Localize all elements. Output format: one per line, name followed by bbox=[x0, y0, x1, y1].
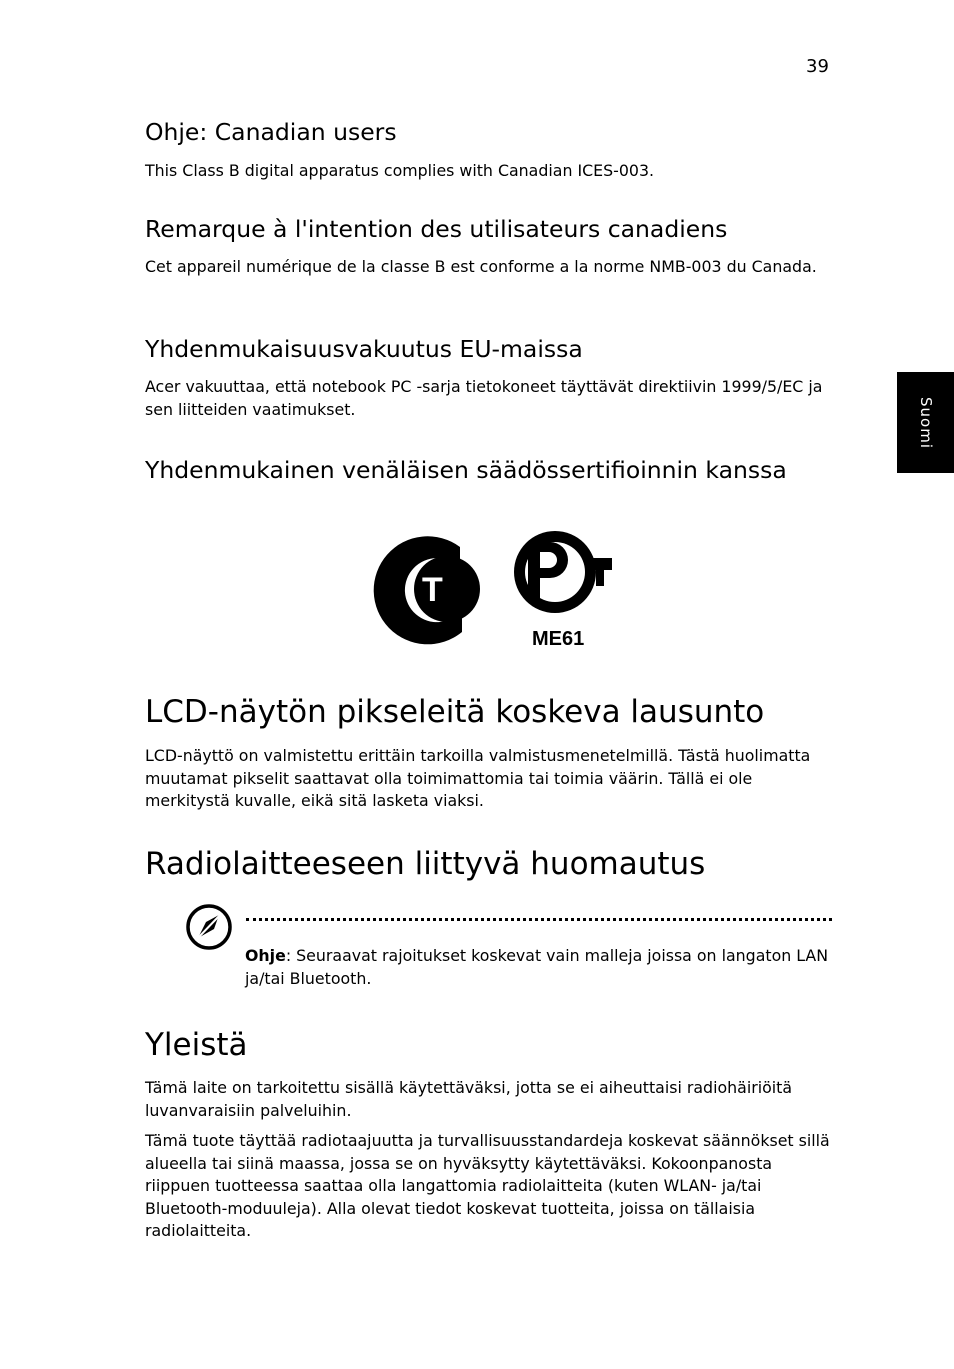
certification-logos bbox=[350, 530, 620, 655]
page-number: 39 bbox=[806, 56, 829, 77]
heading-eu: Yhdenmukaisuusvakuutus EU-maissa bbox=[145, 335, 583, 363]
text-canadian-users: This Class B digital apparatus complies with Canadian ICES-003. bbox=[145, 161, 655, 180]
text-general-2: Tämä tuote täyttää radiotaajuutta ja turvallisuusstandardeja koskevat säännökset sillä alueella tai siinä maassa, jossa se on hyväksytty käytettäväksi. Kokoonpanosta riippuen tuotteessa saattaa olla langattomia radiolaitteita (kuten WLAN- ja/tai Bluetooth-moduuleja). Alla olevat tiedot koskevat tuotteita, joissa on tällaisia radiolaitteita. bbox=[145, 1131, 830, 1240]
heading-radio: Radiolaitteeseen liittyvä huomautus bbox=[145, 846, 706, 882]
svg-text:T: T bbox=[422, 571, 443, 609]
language-side-tab bbox=[897, 372, 954, 473]
note-divider bbox=[246, 918, 832, 921]
text-general-1: Tämä laite on tarkoitettu sisällä käytettäväksi, jotta se ei aiheuttaisi radiohäiriöitä luvanvaraisiin palveluihin. bbox=[145, 1078, 793, 1120]
note-label: Ohje bbox=[245, 946, 286, 965]
note-icon bbox=[184, 902, 234, 952]
note-text bbox=[245, 944, 835, 990]
heading-canadian-fr: Remarque à l'intention des utilisateurs canadiens bbox=[145, 215, 728, 243]
text-lcd: LCD-näyttö on valmistettu erittäin tarkoilla valmistusmenetelmillä. Tästä huolimatta muutamat pikselit saattavat olla toimimattomia tai toimia väärin. Tällä ei ole merkitystä kuvalle, eikä sitä lasketa viaksi. bbox=[145, 746, 811, 810]
certification-code: ME61 bbox=[532, 628, 585, 650]
note-body: : Seuraavat rajoitukset koskevat vain malleja joissa on langaton LAN ja/tai Bluetooth. bbox=[245, 946, 829, 988]
side-tab-label: Suomi bbox=[916, 396, 935, 449]
heading-lcd: LCD-näytön pikseleitä koskeva lausunto bbox=[145, 694, 765, 730]
text-eu: Acer vakuuttaa, että notebook PC -sarja tietokoneet täyttävät direktiivin 1999/5/EC ja sen liitteiden vaatimukset. bbox=[145, 377, 823, 419]
heading-general: Yleistä bbox=[145, 1027, 248, 1063]
svg-text:P: P bbox=[442, 573, 465, 611]
heading-russia: Yhdenmukainen venäläisen säädössertifioinnin kanssa bbox=[145, 456, 787, 484]
heading-canadian-users: Ohje: Canadian users bbox=[145, 118, 397, 146]
text-canadian-fr: Cet appareil numérique de la classe B est conforme a la norme NMB-003 du Canada. bbox=[145, 257, 817, 276]
